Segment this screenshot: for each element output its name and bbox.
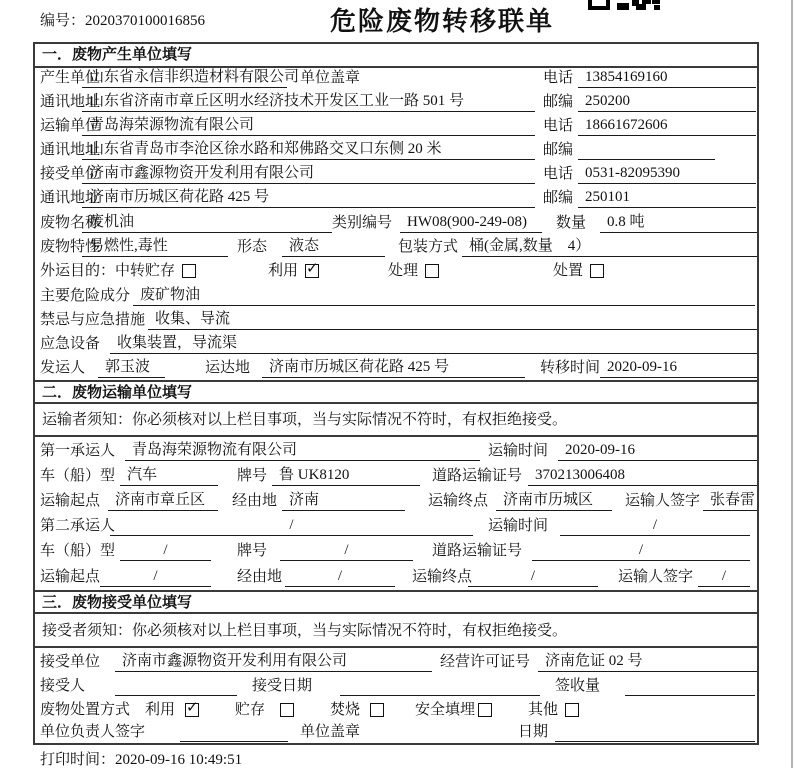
purpose-option-treat-label: 处理 (388, 263, 419, 279)
row-vehicle1 (35, 464, 757, 488)
route1-sign-label: 运输人签字 (625, 493, 701, 509)
row-waste-name (35, 211, 757, 235)
measures-label: 禁忌与应急措施 (40, 312, 146, 328)
disposal-store-checkbox (280, 703, 294, 717)
carrier2-time-label: 运输时间 (488, 518, 549, 534)
vehicle2-value: / (120, 541, 211, 561)
shipper-dest-label: 运达地 (205, 360, 251, 376)
section2-notice: 运输者须知：你必须核对以上栏目事项，当与实际情况不符时，有权拒绝接受。 (35, 406, 757, 437)
route2-end-value: / (468, 567, 598, 587)
producer-phone-value: 13854169160 (578, 68, 756, 88)
waste-code-value: HW08(900-249-08) (400, 213, 542, 233)
equipment-label: 应急设备 (40, 336, 101, 352)
transporter-phone-label: 电话 (543, 118, 574, 134)
route1-sign-value: 张春雷 (703, 491, 757, 511)
carrier1-time-value: 2020-09-16 (558, 441, 757, 461)
row-shipper (35, 356, 757, 380)
row-route2 (35, 565, 757, 589)
doc-number-value: 2020370100016856 (85, 13, 206, 29)
waste-pack-label: 包装方式 (398, 239, 459, 255)
producer-address-value: 山东省济南市章丘区明水经济技术开发区工业一路 501 号 (82, 92, 535, 112)
carrier1-time-label: 运输时间 (488, 443, 549, 459)
route1-via-label: 经由地 (232, 493, 278, 509)
route2-start-label: 运输起点 (40, 569, 101, 585)
shipper-value: 郭玉波 (98, 358, 165, 378)
route2-sign-value: / (698, 567, 750, 587)
sign-date-label: 日期 (518, 724, 549, 740)
shipper-label: 发运人 (40, 360, 86, 376)
row-receiver-address (35, 186, 757, 210)
vehicle2-permit-label: 道路运输证号 (432, 543, 523, 559)
carrier2-label: 第二承运人 (40, 518, 116, 534)
route1-end-label: 运输终点 (428, 493, 489, 509)
vehicle1-permit-label: 道路运输证号 (432, 468, 523, 484)
accept-unit-value: 济南市鑫源物资开发利用有限公司 (115, 652, 432, 672)
responsible-sign-label: 单位负责人签字 (40, 724, 146, 740)
transporter-value: 青岛海荣源物流有限公司 (82, 116, 535, 136)
vehicle1-plate-value: 鲁 UK8120 (272, 466, 420, 486)
accept-date-value (340, 676, 540, 696)
row-transporter-address (35, 138, 757, 162)
purpose-option-dispose-label: 处置 (553, 263, 584, 279)
shipper-dest-value: 济南市历城区荷花路 425 号 (262, 358, 525, 378)
carrier2-value: / (110, 516, 473, 536)
disposal-option-use-label: 利用 (145, 702, 176, 718)
disposal-landfill-checkbox (478, 703, 492, 717)
hazard-value: 废矿物油 (133, 286, 755, 306)
accept-date-label: 接受日期 (252, 678, 313, 694)
section3-notice: 接受者须知：你必须核对以上栏目事项，当与实际情况不符时，有权拒绝接受。 (35, 616, 757, 648)
accept-person-value (115, 676, 237, 696)
producer-stamp-label: 单位盖章 (300, 70, 361, 86)
row-emergency-equipment (35, 332, 757, 356)
route2-via-label: 经由地 (237, 569, 283, 585)
disposal-option-other-label: 其他 (528, 702, 559, 718)
accept-person-label: 接受人 (40, 678, 86, 694)
doc-number (40, 9, 205, 30)
qr-code-icon (586, 0, 662, 10)
transporter-address-value: 山东省青岛市李沧区徐水路和郑佛路交叉口东侧 20 米 (82, 140, 535, 160)
purpose-treat-checkbox (425, 264, 439, 278)
receiver-zip-value: 250101 (578, 188, 756, 208)
row-accept-unit (35, 650, 757, 674)
row-transporter (35, 114, 757, 138)
shipper-time-value: 2020-09-16 (600, 358, 757, 378)
row-route1 (35, 489, 757, 513)
waste-code-label: 类别编号 (332, 215, 393, 231)
route2-start-value: / (100, 567, 211, 587)
producer-zip-value: 250200 (578, 92, 756, 112)
waste-qty-label: 数量 (556, 215, 587, 231)
carrier2-time-value: / (560, 516, 750, 536)
producer-address-label: 通讯地址 (40, 94, 101, 110)
disposal-label: 废物处置方式 (40, 702, 131, 718)
vehicle2-permit-value: / (532, 541, 750, 561)
section1-header: 一．废物产生单位填写 (35, 44, 757, 68)
row-transfer-purpose (35, 259, 757, 283)
print-time (40, 748, 242, 768)
vehicle2-plate-label: 牌号 (237, 543, 268, 559)
vehicle1-permit-value: 370213006408 (528, 466, 757, 486)
route2-via-value: / (285, 567, 395, 587)
page-edge-line (791, 0, 793, 768)
row-accept-person (35, 674, 757, 698)
purpose-option-use-label: 利用 (268, 263, 299, 279)
row-emergency-measures (35, 308, 757, 332)
route1-start-label: 运输起点 (40, 493, 101, 509)
sign-date-value (555, 722, 755, 742)
accept-qty-value (625, 676, 755, 696)
route2-end-label: 运输终点 (412, 569, 473, 585)
transporter-zip-label: 邮编 (543, 142, 574, 158)
transporter-zip-value (578, 140, 715, 160)
receiver-phone-value: 0531-82095390 (578, 164, 756, 184)
receiver-label: 接受单位 (40, 166, 101, 182)
waste-name-value: 废机油 (82, 213, 332, 233)
section3-header: 三．废物接受单位填写 (35, 590, 757, 614)
row-disposal-method (35, 698, 757, 722)
route1-start-value: 济南市章丘区 (108, 491, 218, 511)
receiver-phone-label: 电话 (543, 166, 574, 182)
receiver-address-value: 济南市历城区荷花路 425 号 (82, 188, 535, 208)
accept-license-label: 经营许可证号 (440, 654, 531, 670)
disposal-other-checkbox (565, 703, 579, 717)
producer-phone-label: 电话 (543, 70, 574, 86)
producer-zip-label: 邮编 (543, 94, 574, 110)
accept-license-value: 济南危证 02 号 (538, 652, 757, 672)
hazard-label: 主要危险成分 (40, 288, 131, 304)
manifest-form (33, 42, 759, 745)
measures-value: 收集、导流 (148, 310, 757, 330)
disposal-burn-checkbox (370, 703, 384, 717)
purpose-option-storage-label: 中转贮存 (115, 263, 176, 279)
vehicle1-value: 汽车 (120, 466, 218, 486)
waste-form-value: 液态 (282, 237, 385, 257)
vehicle1-label: 车（船）型 (40, 468, 116, 484)
producer-label: 产生单位 (40, 70, 101, 86)
section2-header: 二．废物运输单位填写 (35, 380, 757, 404)
shipper-time-label: 转移时间 (540, 360, 601, 376)
vehicle2-label: 车（船）型 (40, 543, 116, 559)
page-title: 危险废物转移联单 (330, 6, 555, 36)
doc-number-label: 编号： (40, 13, 86, 29)
disposal-option-landfill-label: 安全填埋 (415, 702, 476, 718)
purpose-use-checkbox (305, 264, 319, 278)
waste-pack-value: 桶(金属,数量 4） (462, 237, 757, 257)
carrier1-value: 青岛海荣源物流有限公司 (125, 441, 480, 461)
transporter-label: 运输单位 (40, 118, 101, 134)
producer-value: 山东省永信非织造材料有限公司 (82, 68, 287, 88)
waste-traits-value: 易燃性,毒性 (82, 237, 228, 257)
vehicle2-plate-value: / (280, 541, 413, 561)
row-receiver (35, 162, 757, 186)
disposal-use-checkbox (185, 703, 199, 717)
waste-name-label: 废物名称 (40, 215, 101, 231)
carrier1-label: 第一承运人 (40, 443, 116, 459)
row-producer (35, 66, 757, 90)
row-carrier2 (35, 514, 757, 538)
waste-traits-label: 废物特性 (40, 239, 101, 255)
route2-sign-label: 运输人签字 (618, 569, 694, 585)
disposal-option-burn-label: 焚烧 (330, 702, 361, 718)
transporter-address-label: 通讯地址 (40, 142, 101, 158)
purpose-storage-checkbox (182, 264, 196, 278)
print-time-value: 2020-09-16 10:49:51 (115, 752, 243, 768)
accept-qty-label: 签收量 (555, 678, 601, 694)
row-hazard-component (35, 284, 757, 308)
row-carrier1 (35, 439, 757, 463)
purpose-dispose-checkbox (590, 264, 604, 278)
row-responsible-sign (35, 720, 757, 744)
print-time-label: 打印时间： (40, 752, 116, 768)
waste-qty-value: 0.8 吨 (600, 213, 757, 233)
transporter-phone-value: 18661672606 (578, 116, 756, 136)
unit-stamp-label: 单位盖章 (300, 724, 361, 740)
accept-unit-label: 接受单位 (40, 654, 101, 670)
waste-form-label: 形态 (237, 239, 268, 255)
receiver-value: 济南市鑫源物资开发利用有限公司 (82, 164, 535, 184)
disposal-option-store-label: 贮存 (235, 702, 266, 718)
row-producer-address (35, 90, 757, 114)
vehicle1-plate-label: 牌号 (237, 468, 268, 484)
equipment-value: 收集装置，导流渠 (110, 334, 757, 354)
responsible-sign-value (180, 722, 288, 742)
row-waste-traits (35, 235, 757, 259)
receiver-zip-label: 邮编 (543, 190, 574, 206)
receiver-address-label: 通讯地址 (40, 190, 101, 206)
purpose-label: 外运目的： (40, 263, 116, 279)
row-vehicle2 (35, 539, 757, 563)
route1-end-value: 济南市历城区 (496, 491, 612, 511)
route1-via-value: 济南 (282, 491, 405, 511)
